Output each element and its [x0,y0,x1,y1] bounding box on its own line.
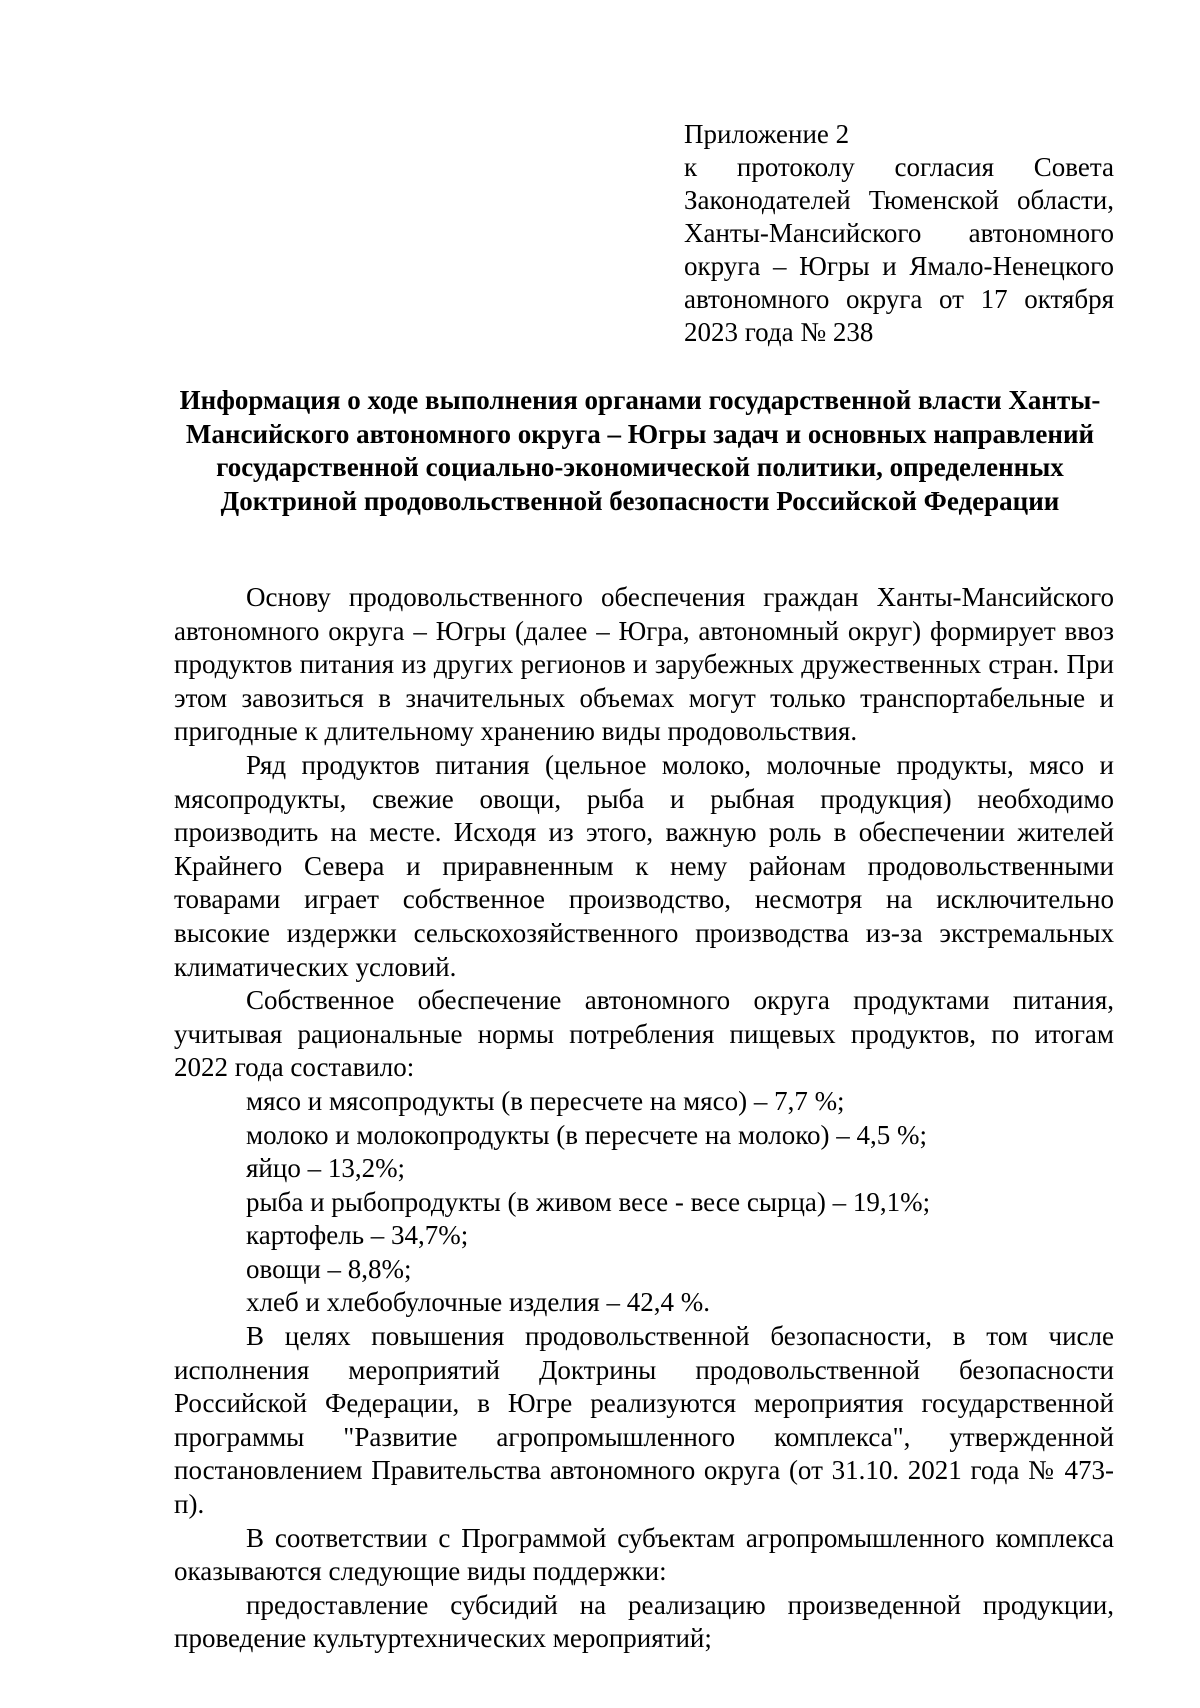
paragraph-6: предоставление субсидий на реализацию произведенной продукции, проведение культуртехнических мероприятий; [174,1589,1114,1654]
paragraph-5: В соответствии с Программой субъектам агропромышленного комплекса оказываются следующие виды поддержки: [174,1522,1114,1587]
document-title: Информация о ходе выполнения органами государственной власти Ханты-Мансийского автономного округа – Югры задач и основных направлений государственной социально-экономической политики, определенных Доктриной продовольственной безопасности Российской Федерации [179,385,1101,516]
list-item-potato: картофель – 34,7%; [246,1220,469,1251]
appendix-label: Приложение 2 [684,119,850,149]
list-item-bread: хлеб и хлебобулочные изделия – 42,4 %. [246,1287,710,1318]
list-item-vegetables: овощи – 8,8%; [246,1253,412,1284]
paragraph-1: Основу продовольственного обеспечения граждан Ханты-Мансийского автономного округа – Югры (далее – Югра, автономный округ) формирует ввоз продуктов питания из других регионов и зарубежных дружественных стран. При этом завозиться в значительных объемах могут только транспортабельные и пригодные к длительному хранению виды продовольствия. [174,582,1114,747]
document-body [174,581,1114,1656]
paragraph-4: В целях повышения продовольственной безопасности, в том числе исполнения мероприятий Доктрины продовольственной безопасности Российской Федерации, в Югре реализуются мероприятия государственной программы "Развитие агропромышленного комплекса", утвержденной постановлением Правительства автономного округа (от 31.10. 2021 года № 473-п). [174,1321,1114,1520]
list-item-milk: молоко и молокопродукты (в пересчете на молоко) – 4,5 %; [246,1119,927,1150]
appendix-block [684,118,1114,349]
list-item-fish: рыба и рыбопродукты (в живом весе - весе сырца) – 19,1%; [246,1186,931,1217]
paragraph-3: Собственное обеспечение автономного округа продуктами питания, учитывая рациональные нормы потребления пищевых продуктов, по итогам 2022 года составило: [174,985,1114,1083]
paragraph-2: Ряд продуктов питания (цельное молоко, молочные продукты, мясо и мясопродукты, свежие овощи, рыба и рыбная продукция) необходимо производить на месте. Исходя из этого, важную роль в обеспечении жителей Крайнего Севера и приравненным к нему районам продовольственными товарами играет собственное производство, несмотря на исключительно высокие издержки сельскохозяйственного производства из-за экстремальных климатических условий. [174,749,1114,982]
list-item-meat: мясо и мясопродукты (в пересчете на мясо) – 7,7 %; [246,1085,845,1116]
list-item-eggs: яйцо – 13,2%; [246,1153,406,1184]
appendix-text: к протоколу согласия Совета Законодателей Тюменской области, Ханты-Мансийского автономного округа – Югры и Ямало-Ненецкого автономного округа от 17 октября 2023 года № 238 [684,152,1114,347]
